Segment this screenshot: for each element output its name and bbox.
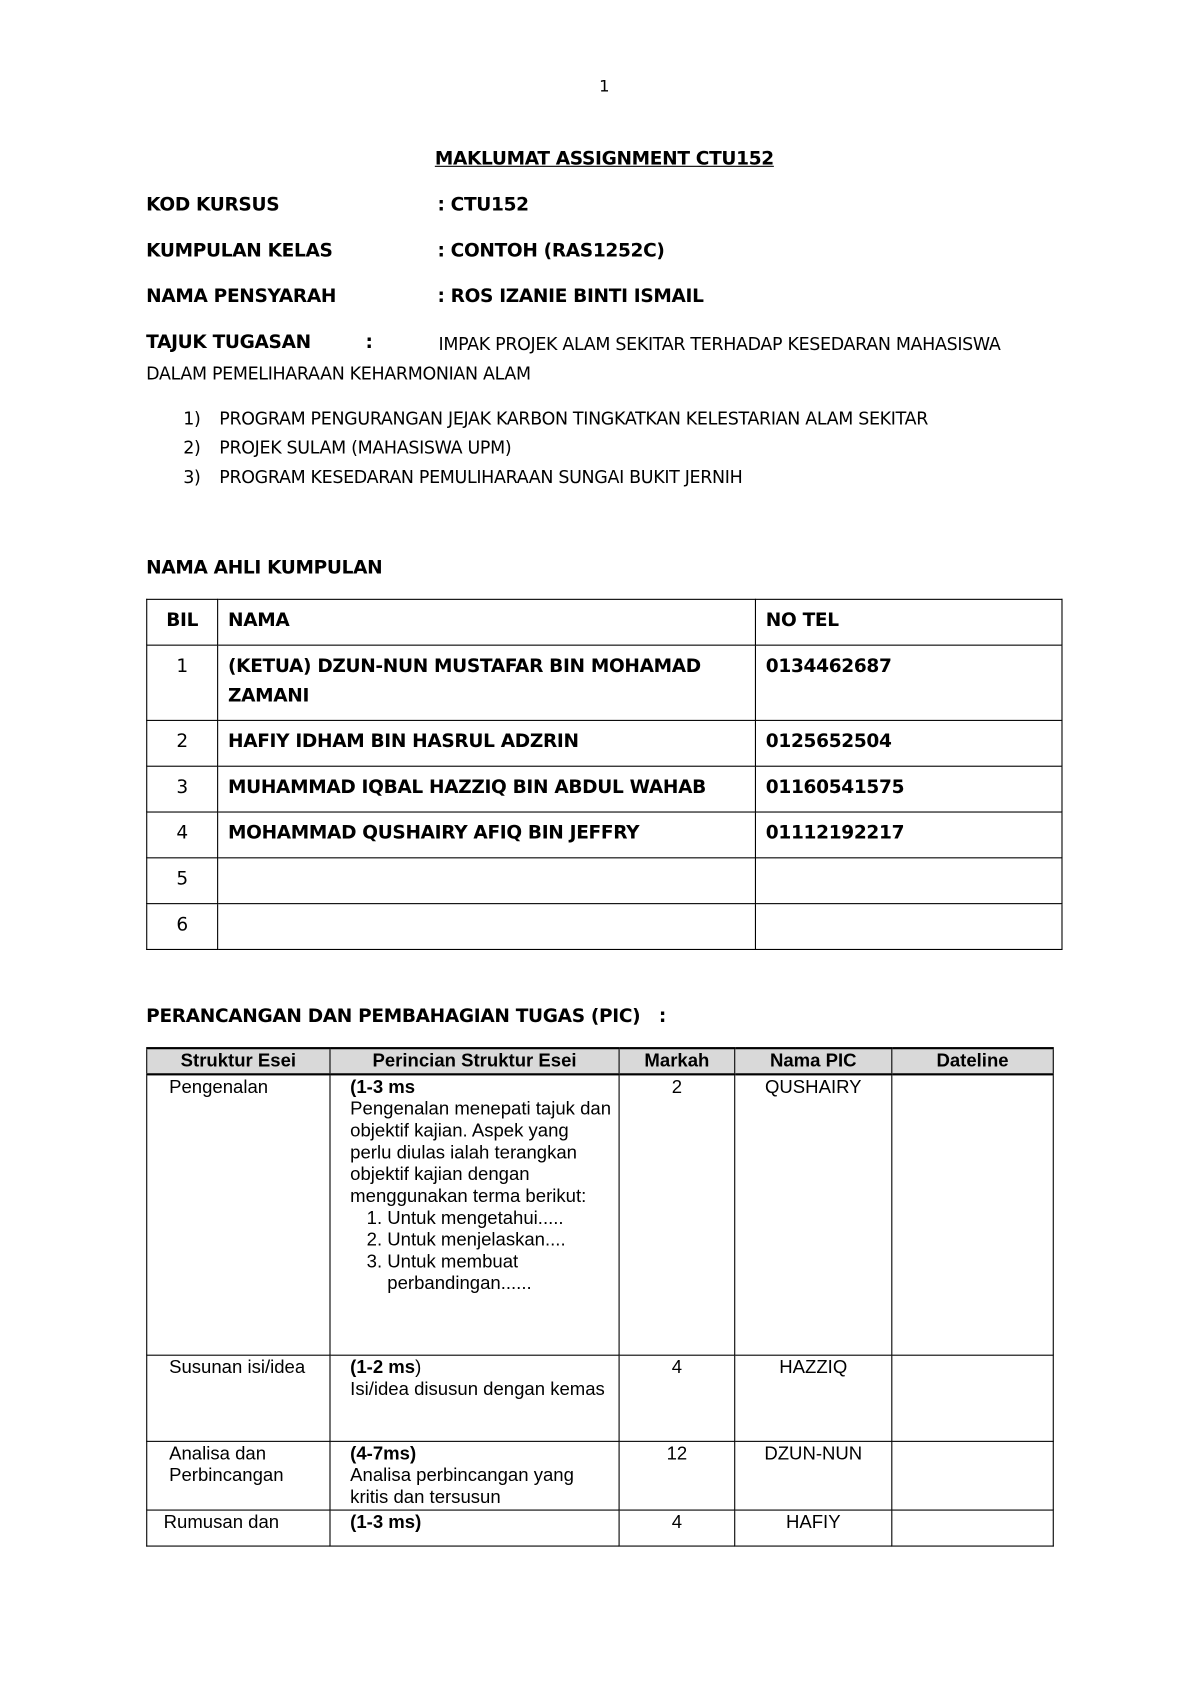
member-nama: MOHAMMAD QUSHAIRY AFIQ BIN JEFFRY (218, 812, 756, 858)
task-struktur: Analisa dan Perbincangan (147, 1441, 330, 1510)
task-struktur: Pengenalan (147, 1074, 330, 1355)
member-bil: 1 (147, 645, 218, 720)
page-number: 1 (599, 76, 610, 96)
members-table (146, 599, 1062, 950)
header-struktur-esei: Struktur Esei (147, 1048, 330, 1074)
task-perincian-text: Isi/idea disusun dengan kemas (350, 1378, 605, 1400)
member-nama: MUHAMMAD IQBAL HAZZIQ BIN ABDUL WAHAB (218, 766, 756, 812)
info-value-kod-kursus: : CTU152 (437, 194, 529, 216)
task-perincian (330, 1510, 619, 1546)
task-perincian (330, 1355, 619, 1441)
program-item (183, 467, 742, 488)
header-bil: BIL (147, 599, 218, 645)
task-struktur: Rumusan dan (147, 1510, 330, 1546)
program-item (183, 437, 511, 458)
tasks-heading-colon: : (658, 1005, 666, 1028)
table-row (147, 1074, 1054, 1355)
member-nama (218, 858, 756, 904)
tasks-table (146, 1047, 1054, 1547)
list-item: 1. Untuk mengetahui..... (387, 1207, 612, 1229)
tajuk-label: TAJUK TUGASAN (146, 331, 311, 354)
program-text: PROGRAM KESEDARAN PEMULIHARAAN SUNGAI BUKIT JERNIH (219, 466, 743, 488)
task-pic: DZUN-NUN (735, 1441, 892, 1510)
document-title: MAKLUMAT ASSIGNMENT CTU152 (434, 148, 774, 171)
tajuk-colon: : (365, 331, 373, 354)
task-struktur: Susunan isi/idea (147, 1355, 330, 1441)
task-perincian-marks-tail: ) (415, 1356, 422, 1378)
program-text: PROGRAM PENGURANGAN JEJAK KARBON TINGKATKAN KELESTARIAN ALAM SEKITAR (219, 407, 928, 429)
table-row (147, 858, 1062, 904)
task-dateline (892, 1074, 1053, 1355)
task-dateline (892, 1441, 1053, 1510)
member-tel (755, 858, 1062, 904)
task-perincian (330, 1074, 619, 1355)
tasks-heading: PERANCANGAN DAN PEMBAHAGIAN TUGAS (PIC) (146, 1005, 641, 1028)
tasks-header-row (147, 1048, 1054, 1074)
task-dateline (892, 1355, 1053, 1441)
task-pic: HAZZIQ (735, 1355, 892, 1441)
task-dateline (892, 1510, 1053, 1546)
task-pic: HAFIY (735, 1510, 892, 1546)
program-text: PROJEK SULAM (MAHASISWA UPM) (219, 437, 512, 459)
member-bil: 5 (147, 858, 218, 904)
table-row (147, 904, 1062, 950)
tajuk-value-line2: DALAM PEMELIHARAAN KEHARMONIAN ALAM (146, 363, 531, 384)
header-no-tel: NO TEL (755, 599, 1062, 645)
table-row (147, 766, 1062, 812)
task-perincian-marks: (4-7ms) (350, 1442, 417, 1464)
task-pic: QUSHAIRY (735, 1074, 892, 1355)
header-nama-pic: Nama PIC (735, 1048, 892, 1074)
task-perincian (330, 1441, 619, 1510)
task-markah: 12 (619, 1441, 735, 1510)
member-nama: HAFIY IDHAM BIN HASRUL ADZRIN (218, 720, 756, 766)
table-row (147, 720, 1062, 766)
table-row (147, 1510, 1054, 1546)
header-markah: Markah (619, 1048, 735, 1074)
member-bil: 3 (147, 766, 218, 812)
members-heading: NAMA AHLI KUMPULAN (146, 557, 383, 580)
info-label-nama-pensyarah: NAMA PENSYARAH (146, 285, 337, 308)
member-bil: 4 (147, 812, 218, 858)
table-row (147, 645, 1062, 720)
task-perincian-text: Pengenalan menepati tajuk dan objektif kajian. Aspek yang perlu diulas ialah terangkan objektif kajian dengan menggunakan terma berikut: (350, 1098, 612, 1207)
task-perincian-marks: (1-2 ms (350, 1356, 416, 1378)
task-perincian-list (350, 1207, 612, 1294)
table-row (147, 1441, 1054, 1510)
program-number: 1) (183, 407, 201, 429)
list-item: 3. Untuk membuat perbandingan...... (387, 1251, 612, 1295)
member-tel: 0125652504 (755, 720, 1062, 766)
member-nama: (KETUA) DZUN-NUN MUSTAFAR BIN MOHAMAD ZAMANI (218, 645, 756, 720)
program-number: 2) (183, 437, 201, 459)
task-perincian-marks: (1-3 ms) (350, 1511, 422, 1533)
program-number: 3) (183, 466, 201, 488)
task-perincian-text: Analisa perbincangan yang kritis dan tersusun (350, 1464, 574, 1508)
task-markah: 4 (619, 1510, 735, 1546)
header-nama: NAMA (218, 599, 756, 645)
task-markah: 2 (619, 1074, 735, 1355)
task-perincian-marks: (1-3 ms (350, 1076, 416, 1098)
table-row (147, 1355, 1054, 1441)
member-tel: 0134462687 (755, 645, 1062, 720)
info-label-kod-kursus: KOD KURSUS (146, 194, 280, 216)
task-markah: 4 (619, 1355, 735, 1441)
table-row (147, 812, 1062, 858)
header-perincian: Perincian Struktur Esei (330, 1048, 619, 1074)
member-nama (218, 904, 756, 950)
member-tel: 01160541575 (755, 766, 1062, 812)
info-value-nama-pensyarah: : ROS IZANIE BINTI ISMAIL (437, 285, 704, 308)
members-header-row (147, 599, 1062, 645)
program-item (183, 408, 928, 429)
member-tel: 01112192217 (755, 812, 1062, 858)
tajuk-value-line1: IMPAK PROJEK ALAM SEKITAR TERHADAP KESEDARAN MAHASISWA (438, 333, 1001, 355)
list-item: 2. Untuk menjelaskan.... (387, 1229, 612, 1251)
header-dateline: Dateline (892, 1048, 1053, 1074)
info-label-kumpulan-kelas: KUMPULAN KELAS (146, 239, 333, 262)
member-bil: 6 (147, 904, 218, 950)
info-value-kumpulan-kelas: : CONTOH (RAS1252C) (437, 239, 665, 262)
member-bil: 2 (147, 720, 218, 766)
member-tel (755, 904, 1062, 950)
